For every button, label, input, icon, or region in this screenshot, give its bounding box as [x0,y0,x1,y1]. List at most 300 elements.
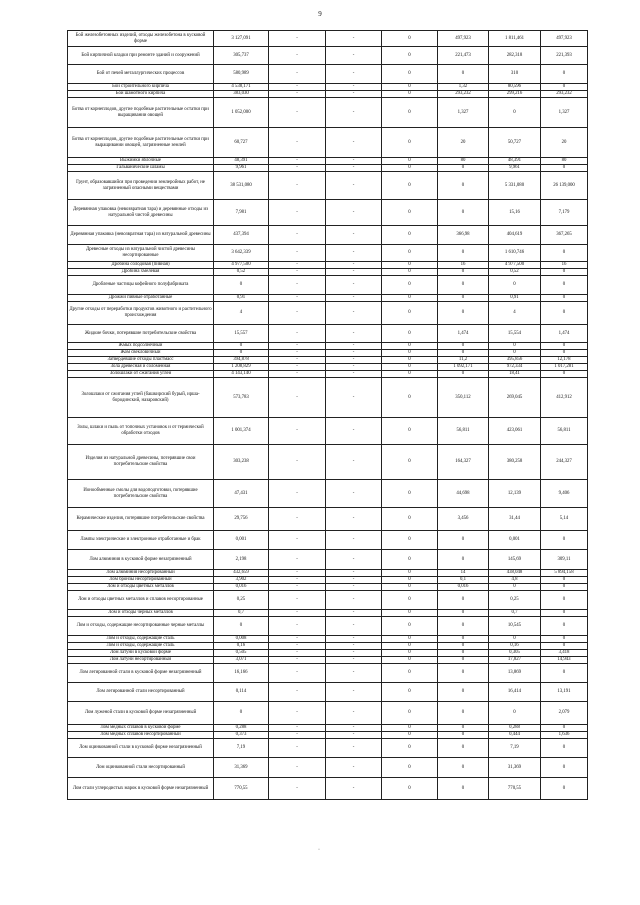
table-row [68,226,588,245]
utilized-cell: 293,232 [438,91,489,98]
table-row [68,295,588,302]
waste-name-cell: Дробленые частицы кофейного полуфабриката [68,276,214,295]
received-cell: - [269,480,326,508]
neutralized-cell: 423,061 [489,418,541,445]
generated-cell: 0 [214,702,269,725]
stored-cell: 412,912 [541,378,588,418]
transferred-cell: - [326,683,382,702]
waste-name-cell: Лом латуни в кусковой форме [68,650,214,657]
utilized-cell: 497,923 [438,31,489,47]
transferred-cell: - [326,364,382,371]
stored-cell: 0 [541,276,588,295]
disposed-cell: 0 [382,570,438,577]
transferred-cell: - [326,325,382,343]
table-row [68,158,588,165]
disposed-cell: 0 [382,262,438,269]
disposed-cell: 0 [382,550,438,570]
neutralized-cell: 0,16 [489,643,541,650]
generated-cell: 29,756 [214,508,269,531]
neutralized-cell: 310 [489,65,541,84]
neutralized-cell: 0,7 [489,610,541,617]
received-cell: - [269,643,326,650]
table-row [68,643,588,650]
neutralized-cell: 17,827 [489,657,541,664]
transferred-cell: - [326,200,382,226]
transferred-cell: - [326,610,382,617]
table-row [68,84,588,91]
waste-name-cell: Лампы электрические и электронные отработанные и брак [68,531,214,550]
transferred-cell: - [326,226,382,245]
neutralized-cell: 0,444 [489,732,541,739]
table-row [68,758,588,778]
stored-cell: 0 [541,610,588,617]
utilized-cell: 0 [438,245,489,262]
transferred-cell: - [326,262,382,269]
stored-cell: 0 [541,84,588,91]
transferred-cell: - [326,732,382,739]
waste-name-cell: Золы, шлаки и пыль от топочных установок и от термической обработки отходов [68,418,214,445]
neutralized-cell: 0,25 [489,591,541,610]
disposed-cell: 0 [382,531,438,550]
utilized-cell: 0 [438,343,489,350]
table-row [68,269,588,276]
utilized-cell: 16 [438,262,489,269]
disposed-cell: 0 [382,226,438,245]
disposed-cell: 0 [382,445,438,480]
waste-name-cell: Золошлаки от сжигания углей [68,371,214,378]
generated-cell: 0 [214,617,269,636]
table-row [68,276,588,295]
received-cell: - [269,165,326,172]
waste-name-cell: Золошлаки от сжигания углей (башкирский бурый, ирша-бородинский, назаровский) [68,378,214,418]
disposed-cell: 0 [382,364,438,371]
neutralized-cell: 5 331,080 [489,172,541,200]
stored-cell: 1,327 [541,98,588,128]
stored-cell: 13,191 [541,683,588,702]
received-cell: - [269,683,326,702]
table-row [68,325,588,343]
neutralized-cell: 770,55 [489,778,541,800]
waste-name-cell: Лом легированной стали в кусковой форме незагрязненный [68,664,214,683]
table-row [68,445,588,480]
generated-cell: 0,25 [214,591,269,610]
neutralized-cell: 80,596 [489,84,541,91]
generated-cell: 4 [214,302,269,325]
neutralized-cell: 0 [489,343,541,350]
received-cell: - [269,200,326,226]
generated-cell: 15,557 [214,325,269,343]
table-row [68,371,588,378]
neutralized-cell: 0,305 [489,650,541,657]
received-cell: - [269,245,326,262]
stored-cell: 3,418 [541,650,588,657]
transferred-cell: - [326,650,382,657]
received-cell: - [269,732,326,739]
utilized-cell: 56,811 [438,418,489,445]
waste-name-cell: Деревянная упаковка (невозвратная тара) из натуральной древесины [68,226,214,245]
disposed-cell: 0 [382,591,438,610]
received-cell: - [269,371,326,378]
disposed-cell: 0 [382,617,438,636]
utilized-cell: 0 [438,350,489,357]
transferred-cell: - [326,418,382,445]
neutralized-cell: 15,16 [489,200,541,226]
table-row [68,664,588,683]
disposed-cell: 0 [382,657,438,664]
generated-cell: 1 052,000 [214,98,269,128]
received-cell: - [269,357,326,364]
waste-name-cell: Жидкие бочки, потерявшие потребительские свойства [68,325,214,343]
disposed-cell: 0 [382,758,438,778]
table-row [68,683,588,702]
table-row [68,739,588,758]
received-cell: - [269,302,326,325]
generated-cell: 0,373 [214,732,269,739]
transferred-cell: - [326,378,382,418]
stored-cell: 80 [541,158,588,165]
table-row [68,128,588,158]
neutralized-cell: 10,545 [489,617,541,636]
utilized-cell: 0 [438,702,489,725]
table-row [68,702,588,725]
neutralized-cell: 18,41 [489,371,541,378]
disposed-cell: 0 [382,725,438,732]
waste-name-cell: Лом и отходы, содержащие сталь [68,643,214,650]
utilized-cell: 0 [438,371,489,378]
stored-cell: 221,393 [541,47,588,65]
generated-cell: 0,001 [214,531,269,550]
generated-cell: 303,238 [214,445,269,480]
table-row [68,610,588,617]
received-cell: - [269,702,326,725]
received-cell: - [269,276,326,295]
waste-name-cell: Лом луженой стали в кусковой форме незагрязненный [68,702,214,725]
waste-name-cell: Лом оцинкованной стали несортированный [68,758,214,778]
received-cell: - [269,650,326,657]
table-row [68,725,588,732]
table-row [68,364,588,371]
waste-name-cell: Жмых подсолнечный [68,343,214,350]
received-cell: - [269,445,326,480]
utilized-cell: 350,112 [438,378,489,418]
waste-name-cell: Лом и отходы, содержащие сталь [68,636,214,643]
neutralized-cell: 0 [489,98,541,128]
received-cell: - [269,570,326,577]
disposed-cell: 0 [382,480,438,508]
generated-cell: 0,016 [214,584,269,591]
generated-cell: 31,369 [214,758,269,778]
disposed-cell: 0 [382,276,438,295]
received-cell: - [269,550,326,570]
stored-cell: 0 [541,371,588,378]
utilized-cell: 0,1 [438,577,489,584]
table-row [68,778,588,800]
received-cell: - [269,226,326,245]
received-cell: - [269,418,326,445]
received-cell: - [269,758,326,778]
stored-cell: 0 [541,636,588,643]
stored-cell: 9,406 [541,480,588,508]
table-row [68,357,588,364]
waste-name-cell: Дрожжи пивные отработанные [68,295,214,302]
received-cell: - [269,591,326,610]
neutralized-cell: 12,139 [489,480,541,508]
transferred-cell: - [326,550,382,570]
generated-cell: 0,16 [214,643,269,650]
stored-cell: 244,327 [541,445,588,480]
stored-cell: 0 [541,577,588,584]
transferred-cell: - [326,657,382,664]
transferred-cell: - [326,158,382,165]
table-row [68,31,588,47]
table-row [68,418,588,445]
utilized-cell: 0 [438,531,489,550]
utilized-cell: 0 [438,165,489,172]
stored-cell: 0 [541,350,588,357]
received-cell: - [269,657,326,664]
waste-name-cell: Другие отходы от переработки продуктов животного и растительного происхождения [68,302,214,325]
neutralized-cell: 50,727 [489,128,541,158]
received-cell: - [269,350,326,357]
waste-name-cell: Бой от печей металлургических процессов [68,65,214,84]
generated-cell: 305,737 [214,47,269,65]
stored-cell: 16 [541,262,588,269]
waste-name-cell: Бой шамотного кирпича [68,91,214,98]
generated-cell: 47,431 [214,480,269,508]
generated-cell: 4 143,140 [214,371,269,378]
waste-name-cell: Лом оцинкованной стали в кусковой форме незагрязненный [68,739,214,758]
stored-cell: 0 [541,758,588,778]
disposed-cell: 0 [382,577,438,584]
waste-name-cell: Деревянная упаковка (невозвратная тара) и деревянные отходы из натуральной чистой древесины [68,200,214,226]
neutralized-cell: 16,414 [489,683,541,702]
stored-cell: 0 [541,531,588,550]
received-cell: - [269,577,326,584]
stored-cell: 497,923 [541,31,588,47]
utilized-cell: 80 [438,158,489,165]
transferred-cell: - [326,664,382,683]
stored-cell: 0 [541,269,588,276]
neutralized-cell: 972,334 [489,364,541,371]
transferred-cell: - [326,357,382,364]
stored-cell: 0 [541,617,588,636]
neutralized-cell: 0 [489,350,541,357]
neutralized-cell: 9,961 [489,165,541,172]
utilized-cell: 0 [438,550,489,570]
waste-name-cell: Лом и отходы, содержащие несортированные черные металлы [68,617,214,636]
received-cell: - [269,378,326,418]
table-row [68,636,588,643]
waste-name-cell: Ботва от корнеплодов, другие подобные растительные остатки при выращивании овощей [68,98,214,128]
disposed-cell: 0 [382,584,438,591]
generated-cell: 580,989 [214,65,269,84]
stored-cell: 309,11 [541,550,588,570]
disposed-cell: 0 [382,378,438,418]
generated-cell: 0,7 [214,610,269,617]
disposed-cell: 0 [382,739,438,758]
transferred-cell: - [326,84,382,91]
neutralized-cell: 438,048 [489,570,541,577]
table-row [68,650,588,657]
disposed-cell: 0 [382,636,438,643]
table-row [68,508,588,531]
transferred-cell: - [326,725,382,732]
received-cell: - [269,617,326,636]
disposed-cell: 0 [382,128,438,158]
utilized-cell: 0 [438,302,489,325]
transferred-cell: - [326,636,382,643]
utilized-cell: 0 [438,172,489,200]
utilized-cell: 0 [438,276,489,295]
stored-cell: 12,178 [541,357,588,364]
transferred-cell: - [326,31,382,47]
utilized-cell: 0 [438,591,489,610]
generated-cell: 9,961 [214,165,269,172]
table-row [68,302,588,325]
generated-cell: 0,505 [214,650,269,657]
received-cell: - [269,636,326,643]
waste-name-cell: Лом и отходы цветных металлов и сплавов несортированные [68,591,214,610]
stored-cell: 56,811 [541,418,588,445]
neutralized-cell: 15,554 [489,325,541,343]
transferred-cell: - [326,531,382,550]
utilized-cell: 1,474 [438,325,489,343]
disposed-cell: 0 [382,84,438,91]
disposed-cell: 0 [382,350,438,357]
transferred-cell: - [326,343,382,350]
stored-cell: 5,14 [541,508,588,531]
received-cell: - [269,508,326,531]
utilized-cell: 0 [438,650,489,657]
neutralized-cell: 0,91 [489,295,541,302]
waste-name-cell: Лом стали углеродистых марок в кусковой форме незагрязненный [68,778,214,800]
generated-cell: 60,727 [214,128,269,158]
utilized-cell: 0 [438,610,489,617]
page-number: 9 [318,10,322,18]
waste-name-cell: Выжимки яблочные [68,158,214,165]
generated-cell: 573,783 [214,378,269,418]
transferred-cell: - [326,245,382,262]
transferred-cell: - [326,350,382,357]
waste-name-cell: Лом алюминия в кусковой форме незагрязненный [68,550,214,570]
waste-name-cell: Лом бронзы несортированный [68,577,214,584]
transferred-cell: - [326,276,382,295]
utilized-cell: 0 [438,200,489,226]
transferred-cell: - [326,570,382,577]
received-cell: - [269,531,326,550]
stored-cell: 0 [541,302,588,325]
generated-cell: 3 127,091 [214,31,269,47]
received-cell: - [269,584,326,591]
stored-cell: 0 [541,725,588,732]
transferred-cell: - [326,165,382,172]
transferred-cell: - [326,739,382,758]
table-row [68,245,588,262]
transferred-cell: - [326,758,382,778]
neutralized-cell: 7,19 [489,739,541,758]
generated-cell: 3,902 [214,577,269,584]
received-cell: - [269,325,326,343]
transferred-cell: - [326,508,382,531]
table-row [68,65,588,84]
table-row [68,570,588,577]
neutralized-cell: 0,001 [489,531,541,550]
transferred-cell: - [326,269,382,276]
disposed-cell: 0 [382,778,438,800]
disposed-cell: 0 [382,98,438,128]
utilized-cell: 0 [438,664,489,683]
disposed-cell: 0 [382,702,438,725]
generated-cell: 770,55 [214,778,269,800]
table-row [68,657,588,664]
transferred-cell: - [326,591,382,610]
utilized-cell: 164,327 [438,445,489,480]
waste-table [67,30,588,800]
table-row [68,591,588,610]
transferred-cell: - [326,778,382,800]
neutralized-cell: 404,619 [489,226,541,245]
neutralized-cell: 0 [489,584,541,591]
table-row [68,577,588,584]
table-row [68,262,588,269]
neutralized-cell: 395,856 [489,357,541,364]
stored-cell: 0 [541,643,588,650]
stored-cell: 0 [541,739,588,758]
disposed-cell: 0 [382,47,438,65]
neutralized-cell: 0 [489,276,541,295]
waste-name-cell: Лом и отходы цветных металлов [68,584,214,591]
neutralized-cell: 145,69 [489,550,541,570]
generated-cell: 0,288 [214,725,269,732]
stored-cell: 7,179 [541,200,588,226]
transferred-cell: - [326,480,382,508]
waste-name-cell: Лом медных сплавов несортированный [68,732,214,739]
received-cell: - [269,664,326,683]
disposed-cell: 0 [382,664,438,683]
disposed-cell: 0 [382,245,438,262]
stored-cell: 0 [541,584,588,591]
neutralized-cell: 0,52 [489,269,541,276]
received-cell: - [269,262,326,269]
utilized-cell: 44,698 [438,480,489,508]
disposed-cell: 0 [382,158,438,165]
stored-cell: 0 [541,295,588,302]
disposed-cell: 0 [382,371,438,378]
stored-cell: 0 [541,245,588,262]
transferred-cell: - [326,47,382,65]
waste-name-cell: Ботва от корнеплодов, другие подобные растительные остатки при выращивании овощей, загрязненные землей [68,128,214,158]
disposed-cell: 0 [382,65,438,84]
disposed-cell: 0 [382,31,438,47]
generated-cell: 38 531,080 [214,172,269,200]
generated-cell: 16,166 [214,664,269,683]
utilized-cell: 0 [438,295,489,302]
table-row [68,584,588,591]
neutralized-cell: 0 [489,636,541,643]
stored-cell: 26 139,000 [541,172,588,200]
neutralized-cell: 31,44 [489,508,541,531]
utilized-cell: 0 [438,65,489,84]
generated-cell: 0,008 [214,636,269,643]
waste-name-cell: Затвердевшие отходы пластмасс [68,357,214,364]
table-row [68,550,588,570]
stored-cell: 20 [541,128,588,158]
generated-cell: 1 001,374 [214,418,269,445]
generated-cell: 3 642,339 [214,245,269,262]
utilized-cell: 221,473 [438,47,489,65]
table-row [68,617,588,636]
transferred-cell: - [326,617,382,636]
